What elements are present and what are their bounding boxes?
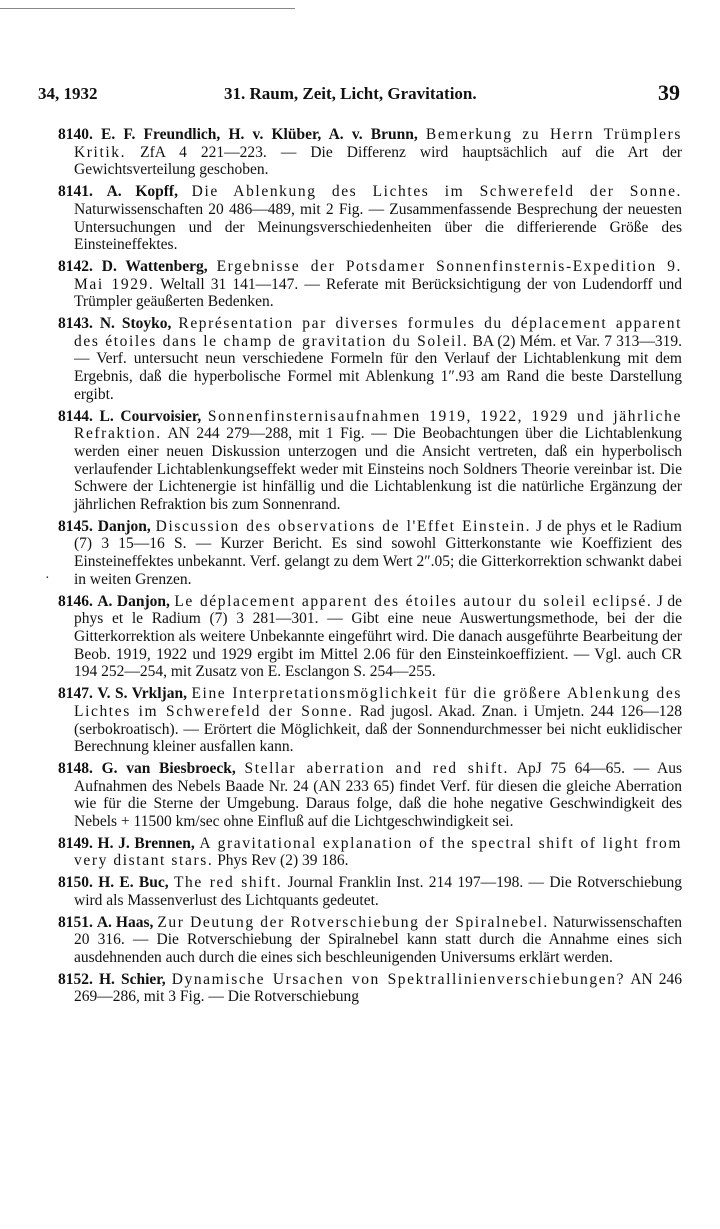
top-rule <box>0 8 295 9</box>
entry-authors: Danjon, <box>97 517 151 535</box>
entry-text: J de phys et le Radium (7) 3 281—301. — Gibt eine neue Auswertungsmethode, bei der die Gitterkorrektion als weitere Unbekannte eingeführt wird. Die danach ausgeführte Bearbeitung der Beob. 1919, 1922 und 1929 ergibt im Mittel 2.06 für den Einsteinkoeffizient. — Vgl. auch CR 194 252—254, mit Zusatz von E. Esclangon S. 254—255. <box>74 592 682 681</box>
entry-title: Die Ablenkung des Lichtes im Schwerefeld der Sonne. <box>191 183 683 201</box>
entry-number: 8143. <box>58 315 93 333</box>
entry-title: A gravitational explanation of the spectral shift of light from very distant stars. <box>74 834 682 870</box>
entry-number: 8142. <box>58 257 93 275</box>
entry-authors: G. van Biesbroeck, <box>101 759 236 777</box>
entry-8147 <box>58 685 682 756</box>
entry-authors: H. E. Buc, <box>98 874 169 892</box>
entry-title: Eine Interpretationsmöglichkeit für die größere Ablenkung des Lichtes im Schwerefeld der Sonne. <box>74 685 683 720</box>
entry-8144 <box>58 408 682 514</box>
volume-year: 34, 1932 <box>38 84 98 103</box>
entry-text: Weltall 31 141—147. — Referate mit Berücksichtigung der von Ludendorff und Trümpler geäußerten Bedenken. <box>74 275 682 311</box>
entry-number: 8148. <box>58 759 93 777</box>
entry-title: Stellar aberration and red shift. <box>244 759 509 777</box>
entry-8151 <box>58 914 682 967</box>
margin-dot: · <box>45 571 50 586</box>
entry-text: BA (2) Mém. et Var. 7 313—319. — Verf. untersucht neun verschiedene Formeln für den Verlauf der Lichtablenkung mit dem Ergebnis, daß die hyperbolische Formel mit Ablenkung 1″.93 am Rand die beste Darstellung ergibt. <box>74 332 683 403</box>
entry-8149 <box>58 835 682 870</box>
entry-number: 8144. <box>58 407 93 425</box>
entry-title: Bemerkung zu Herrn Trümplers Kritik. <box>74 126 683 161</box>
entry-8148 <box>58 760 682 831</box>
page-header <box>38 80 680 110</box>
entry-number: 8151. <box>58 913 93 931</box>
entry-number: 8149. <box>58 834 93 852</box>
entry-authors: A. Danjon, <box>97 592 170 610</box>
page-number: 39 <box>658 80 680 105</box>
entry-text: Phys Rev (2) 39 186. <box>217 852 349 870</box>
entry-8146 <box>58 593 682 682</box>
entry-8145 <box>58 518 682 589</box>
entry-title: Représentation par diverses formules du déplacement apparent des étoiles dans le champ de gravitation du Soleil. <box>74 315 682 350</box>
entry-number: 8145. <box>58 517 93 535</box>
entry-8152 <box>58 971 682 1006</box>
entry-title: The red shift. <box>173 874 283 892</box>
entry-authors: A. Haas, <box>96 913 154 931</box>
entry-authors: V. S. Vrkljan, <box>97 685 187 703</box>
entry-title: Zur Deutung der Rotverschiebung der Spiralnebel. <box>157 913 549 931</box>
entry-number: 8152. <box>58 970 93 988</box>
entry-title: Le déplacement apparent des étoiles autour du soleil eclipsé. <box>174 592 653 610</box>
entry-title: Ergebnisse der Potsdamer Sonnenfinsternis-Expedition 9. Mai 1929. <box>74 257 683 293</box>
entry-8150 <box>58 874 682 909</box>
entry-authors: H. J. Brennen, <box>97 834 195 852</box>
entry-title: Discussion des observations de l'Effet Einstein. <box>155 517 532 535</box>
section-title: 31. Raum, Zeit, Licht, Gravitation. <box>224 84 477 103</box>
entry-text: Naturwissenschaften 20 486—489, mit 2 Fig. — Zusammenfassende Besprechung der neuesten Untersuchungen und der Meinungsverschiedenheiten über die differierende Größe des Einsteineffektes. <box>74 200 682 254</box>
entry-text: ApJ 75 64—65. — Aus Aufnahmen des Nebels Baade Nr. 24 (AN 233 65) findet Verf. für diesen die gleiche Aberration wie für die Sterne der Umgebung. Daraus folge, daß die hohe negative Geschwindigkeit des Nebels + 11500 km/sec ohne Einfluß auf die Lichtgeschwindigkeit sei. <box>74 759 683 831</box>
entry-authors: L. Courvoisier, <box>99 407 202 425</box>
entry-authors: D. Wattenberg, <box>101 257 208 275</box>
entry-title: Sonnenfinsternisaufnahmen 1919, 1922, 1929 und jährliche Refraktion. <box>74 407 682 443</box>
entry-text: AN 246 269—286, mit 3 Fig. — Die Rotverschiebung <box>74 970 683 1006</box>
entry-text: J de phys et le Radium (7) 3 15—16 S. — Kurzer Bericht. Es sind sowohl Gitterkonstante wie Koeffizient des Einsteineffektes unbekannt. Verf. gelangt zu dem Wert 2″.05; die Gitterkorrektion schwankt dabei in weiten Grenzen. <box>74 517 682 588</box>
entry-authors: A. Kopff, <box>106 183 178 201</box>
entry-number: 8140. <box>58 126 93 143</box>
entry-authors: H. Schier, <box>98 970 166 988</box>
entry-number: 8147. <box>58 685 93 703</box>
entry-8142 <box>58 258 682 311</box>
entry-text: Journal Franklin Inst. 214 197—198. — Die Rotverschiebung wird als Massenverlust des Lichtquants gedeutet. <box>74 874 683 909</box>
entry-authors: E. F. Freundlich, H. v. Klüber, A. v. Brunn, <box>101 126 418 143</box>
entry-8141 <box>58 183 682 254</box>
entry-authors: N. Stoyko, <box>99 315 172 333</box>
bibliography-list <box>58 126 682 1010</box>
entry-text: AN 244 279—288, mit 1 Fig. — Die Beobachtungen über die Lichtablenkung werden einer neuen Diskussion unterzogen und die Ansicht vertreten, daß ein hyperbolisch verlaufender Lichtablenkungseffekt weder mit Einsteins noch Soldners Theorie vereinbar ist. Die Schwere der Lichtenergie ist hinfällig und die Lichtablenkung ist die natürliche Ergänzung der jährlichen Refraktion bis zum Sonnenrand. <box>74 425 682 514</box>
entry-number: 8146. <box>58 592 93 610</box>
entry-text: Naturwissenschaften 20 316. — Die Rotverschiebung der Spiralnebel kann statt durch die Annahme eines sich ausdehnenden auch durch die eines sich beschleunigenden Universums erklärt werden. <box>74 913 683 966</box>
entry-text: ZfA 4 221—223. — Die Differenz wird hauptsächlich auf die Art der Gewichtsverteilung geschoben. <box>74 143 682 179</box>
entry-8143 <box>58 315 682 404</box>
entry-text: Rad jugosl. Akad. Znan. i Umjetn. 244 126—128 (serbokroatisch). — Erörtert die Möglichkeit, daß der Sonnendurchmesser bei nicht euklidischer Berechnung kleiner ausfallen kann. <box>74 702 683 756</box>
entry-number: 8150. <box>58 874 93 892</box>
entry-8140 <box>58 126 682 179</box>
entry-number: 8141. <box>58 183 93 201</box>
entry-title: Dynamische Ursachen von Spektrallinienverschiebungen? <box>171 970 626 988</box>
